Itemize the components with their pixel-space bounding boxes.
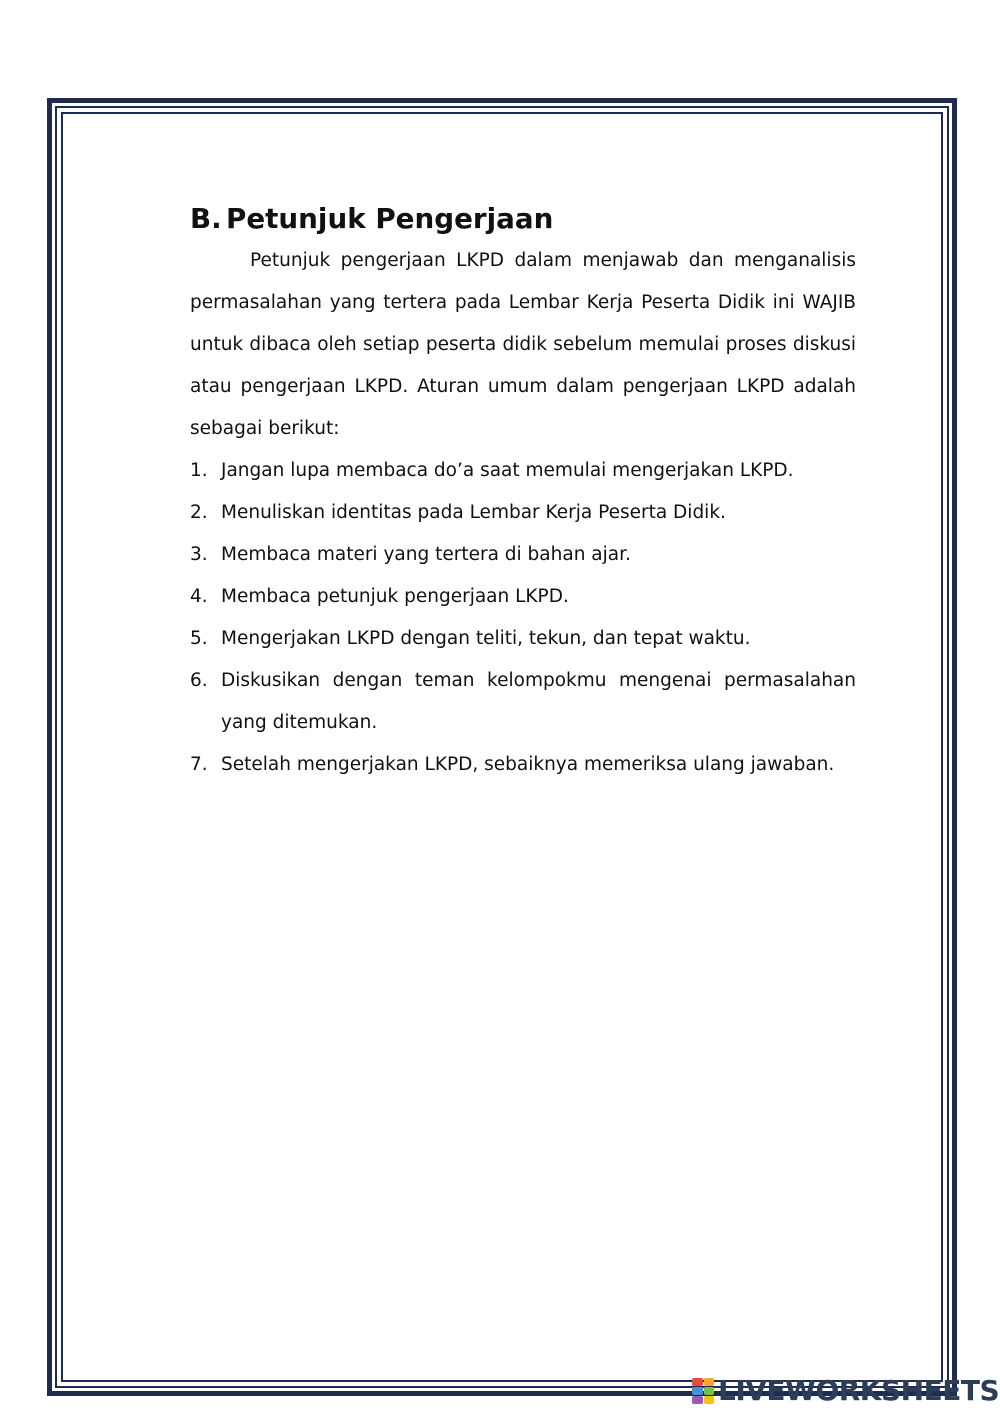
section-title: Petunjuk Pengerjaan [226,202,554,235]
list-item-text: Setelah mengerjakan LKPD, sebaiknya memeriksa ulang jawaban. [221,754,835,775]
list-item [190,576,856,618]
list-item-text: Menuliskan identitas pada Lembar Kerja Peserta Didik. [221,502,726,523]
list-item-number: 2. [190,502,208,523]
list-item-text: Membaca petunjuk pengerjaan LKPD. [221,586,569,607]
list-item-number: 1. [190,460,208,481]
liveworksheets-watermark [692,1374,999,1408]
list-item-number: 5. [190,628,208,649]
list-item-text: Jangan lupa membaca do’a saat memulai mengerjakan LKPD. [221,460,794,481]
liveworksheets-logo-icon [692,1378,714,1404]
section-letter: B. [190,202,222,235]
watermark-text: LIVEWORKSHEETS [718,1374,1000,1407]
list-item-number: 3. [190,544,208,565]
list-item [190,660,856,744]
section-heading [190,198,856,240]
list-item [190,744,856,786]
list-item [190,618,856,660]
document-body [190,198,856,786]
list-item-number: 4. [190,586,208,607]
rules-list [190,450,856,786]
list-item-number: 7. [190,754,208,775]
list-item [190,450,856,492]
intro-paragraph: Petunjuk pengerjaan LKPD dalam menjawab dan menganalisis permasalahan yang tertera pada Lembar Kerja Peserta Didik ini WAJIB untuk dibaca oleh setiap peserta didik sebelum memulai proses diskusi atau pengerjaan LKPD. Aturan umum dalam pengerjaan LKPD adalah sebagai berikut: [190,250,856,439]
list-item [190,492,856,534]
list-item-number: 6. [190,670,208,691]
list-item-text: Membaca materi yang tertera di bahan ajar. [221,544,631,565]
list-item [190,534,856,576]
list-item-text: Mengerjakan LKPD dengan teliti, tekun, dan tepat waktu. [221,628,751,649]
list-item-text: Diskusikan dengan teman kelompokmu mengenai permasalahan yang ditemukan. [221,670,856,733]
